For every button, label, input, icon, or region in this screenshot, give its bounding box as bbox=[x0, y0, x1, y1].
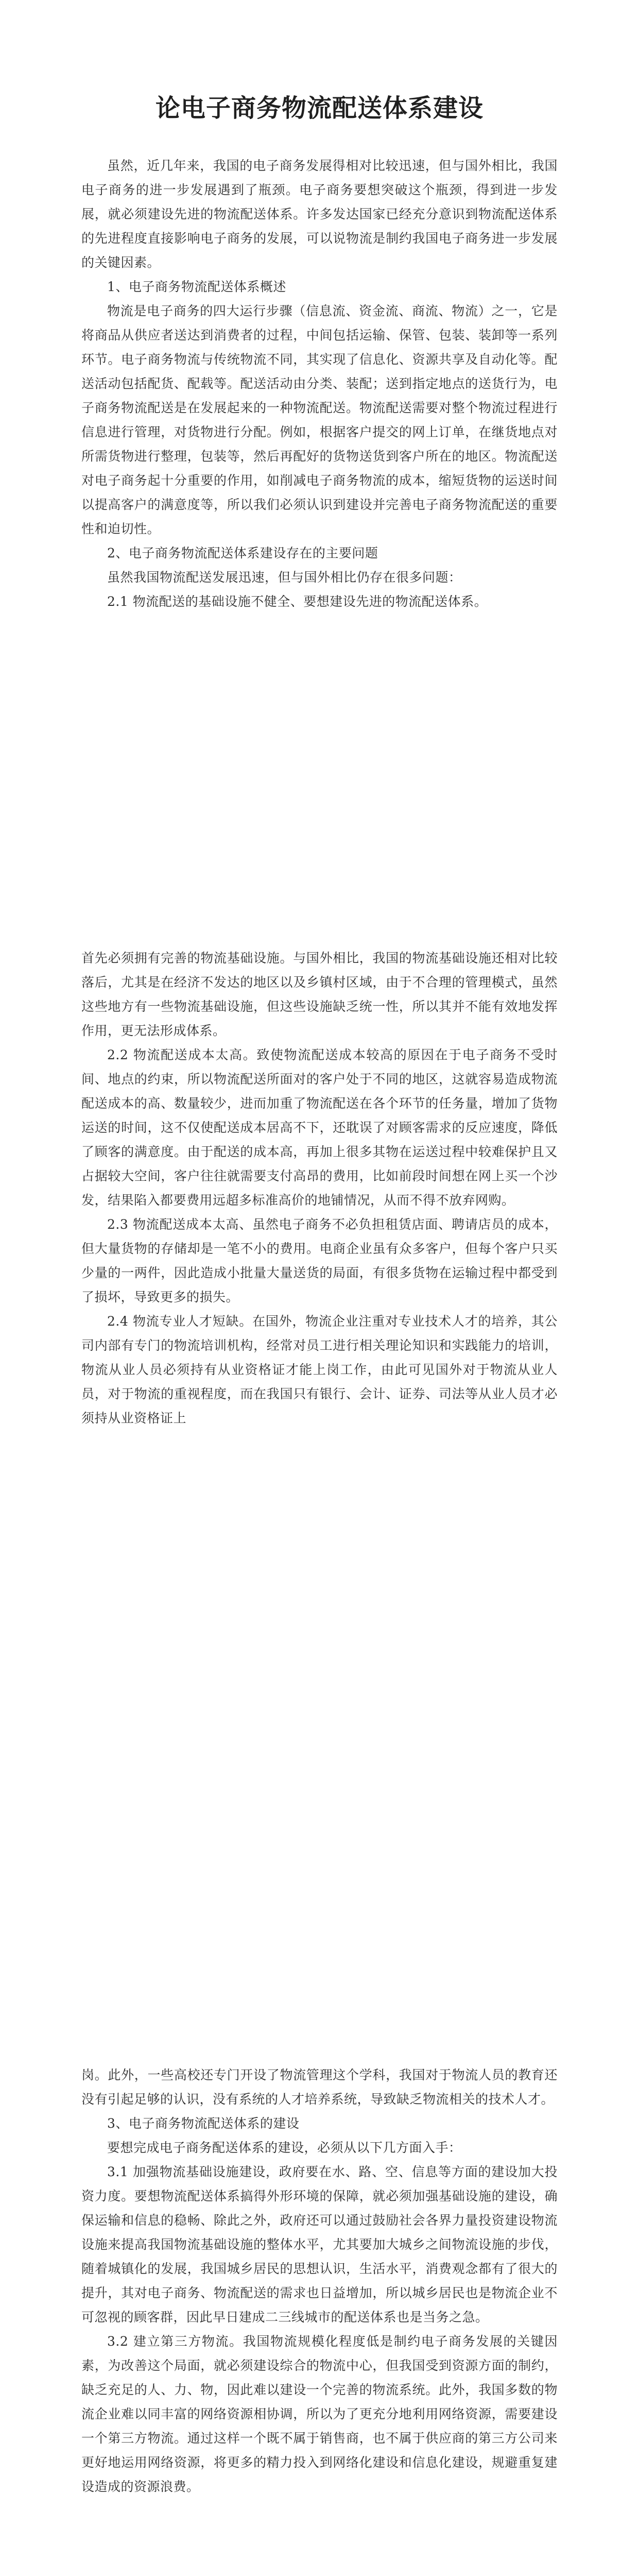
document-title: 论电子商务物流配送体系建设 bbox=[155, 94, 483, 123]
section-2-heading: 2、电子商务物流配送体系建设存在的主要问题 bbox=[107, 546, 378, 561]
intro-paragraph: 虽然，近几年来，我国的电子商务发展得相对比较迅速，但与国外相比，我国电子商务的进一步发展遇到了瓶颈。电子商务要想突破这个瓶颈，得到进一步发展，就必须建设先进的物流配送体系。许多发达国家已经充分意识到物流配送体系的先进程度直接影响电子商务的发展，可以说物流是制约我国电子商务进一步发展的关键因素。 bbox=[81, 158, 558, 270]
section-1-paragraph: 物流是电子商务的四大运行步骤（信息流、资金流、商流、物流）之一，它是将商品从供应者送达到消费者的过程，中间包括运输、保管、包装、装卸等一系列环节。电子商务物流与传统物流不同，其实现了信息化、资源共享及自动化等。配送活动包括配货、配载等。配送活动由分类、装配；送到指定地点的送货行为，电子商务物流配送是在发展起来的一种物流配送。物流配送需要对整个物流过程进行信息进行管理，对货物进行分配。例如，根据客户提交的网上订单，在继货地点对所需货物进行整理，包装等，然后再配好的货物送货到客户所在的地区。物流配送对电子商务起十分重要的作用，如削减电子商务物流的成本，缩短货物的运送时间以提高客户的满意度等，所以我们必须认识到建设并完善电子商务物流配送的重要性和迫切性。 bbox=[81, 303, 558, 536]
section-2-intro: 虽然我国物流配送发展迅速，但与国外相比仍存在很多问题： bbox=[107, 570, 462, 585]
section-3-1-paragraph: 3.1 加强物流基础设施建设，政府要在水、路、空、信息等方面的建设加大投资力度。要想物流配送体系搞得外形环境的保障，就必须加强基础设施的建设，确保运输和信息的稳畅、除此之外，政府还可以通过鼓励社会各界力量投资建设物流设施来提高我国物流基础设施的整体水平，尤其要加大城乡之间物流设施的步伐，随着城镇化的发展，我国城乡居民的思想认识，生活水平，消费观念都有了很大的提升，其对电子商务、物流配送的需求也日益增加，所以城乡居民也是物流企业不可忽视的顾客群，因此早日建成二三线城市的配送体系也是当务之急。 bbox=[81, 2164, 558, 2325]
section-2-1-line: 2.1 物流配送的基础设施不健全、要想建设先进的物流配送体系。 bbox=[107, 594, 488, 609]
section-2-4-paragraph: 2.4 物流专业人才短缺。在国外，物流企业注重对专业技术人才的培养，其公司内部有专门的物流培训机构，经常对员工进行相关理论知识和实践能力的培训，物流从业人员必须持有从业资格证才能上岗工作，由此可见国外对于物流从业人员，对于物流的重视程度，而在我国只有银行、会计、证券、司法等从业人员才必须持从业资格证上 bbox=[81, 1314, 558, 1426]
content-block-3 bbox=[81, 2063, 558, 2499]
section-3-intro: 要想完成电子商务配送体系的建设，必须从以下几方面入手： bbox=[107, 2140, 462, 2155]
content-block-1 bbox=[81, 154, 558, 614]
section-1-heading: 1、电子商务物流配送体系概述 bbox=[107, 279, 286, 294]
section-3-2-paragraph: 3.2 建立第三方物流。我国物流规模化程度低是制约电子商务发展的关键因素，为改善这个局面，就必须建设综合的物流中心，但我国受到资源方面的制约，缺乏充足的人、力、物，因此难以建设一个完善的物流系统。此外，我国多数的物流企业难以同丰富的网络资源相协调，所以为了更充分地利用网络资源，需要建设一个第三方物流。通过这样一个既不属于销售商，也不属于供应商的第三方公司来更好地运用网络资源，将更多的精力投入到网络化建设和信息化建设，规避重复建设造成的资源浪费。 bbox=[81, 2334, 558, 2494]
section-2-2-paragraph: 2.2 物流配送成本太高。致使物流配送成本较高的原因在于电子商务不受时间、地点的约束，所以物流配送所面对的客户处于不同的地区，这就容易造成物流配送成本的高、数量较少，进而加重了物流配送在各个环节的任务量，增加了货物运送的时间，这不仅使配送成本居高不下，还耽误了对顾客需求的反应速度，降低了顾客的满意度。由于配送的成本高，再加上很多其物在运送过程中较难保护且又占据较大空间，客户往往就需要支付高昂的费用，比如前段时间想在网上买一个沙发，结果陷入都要费用远超多标准高价的地铺情况，从而不得不放弃网购。 bbox=[81, 1047, 558, 1208]
section-2-4-continuation: 岗。此外，一些高校还专门开设了物流管理这个学科，我国对于物流人员的教育还没有引起足够的认识，没有系统的人才培养系统，导致缺乏物流相关的技术人才。 bbox=[81, 2067, 558, 2107]
section-2-1-paragraph: 首先必须拥有完善的物流基础设施。与国外相比，我国的物流基础设施还相对比较落后，尤其是在经济不发达的地区以及乡镇村区域，由于不合理的管理模式，虽然这些地方有一些物流基础设施，但这些设施缺乏统一性，所以其并不能有效地发挥作用，更无法形成体系。 bbox=[81, 951, 558, 1038]
section-3-heading: 3、电子商务物流配送体系的建设 bbox=[107, 2116, 300, 2131]
content-block-2 bbox=[81, 946, 558, 1430]
section-2-3-paragraph: 2.3 物流配送成本太高、虽然电子商务不必负担租赁店面、聘请店员的成本，但大量货物的存储却是一笔不小的费用。电商企业虽有众多客户，但每个客户只买少量的一两件，因此造成小批量大量送货的局面，有很多货物在运输过程中都受到了损坏，导致更多的损失。 bbox=[81, 1217, 558, 1304]
